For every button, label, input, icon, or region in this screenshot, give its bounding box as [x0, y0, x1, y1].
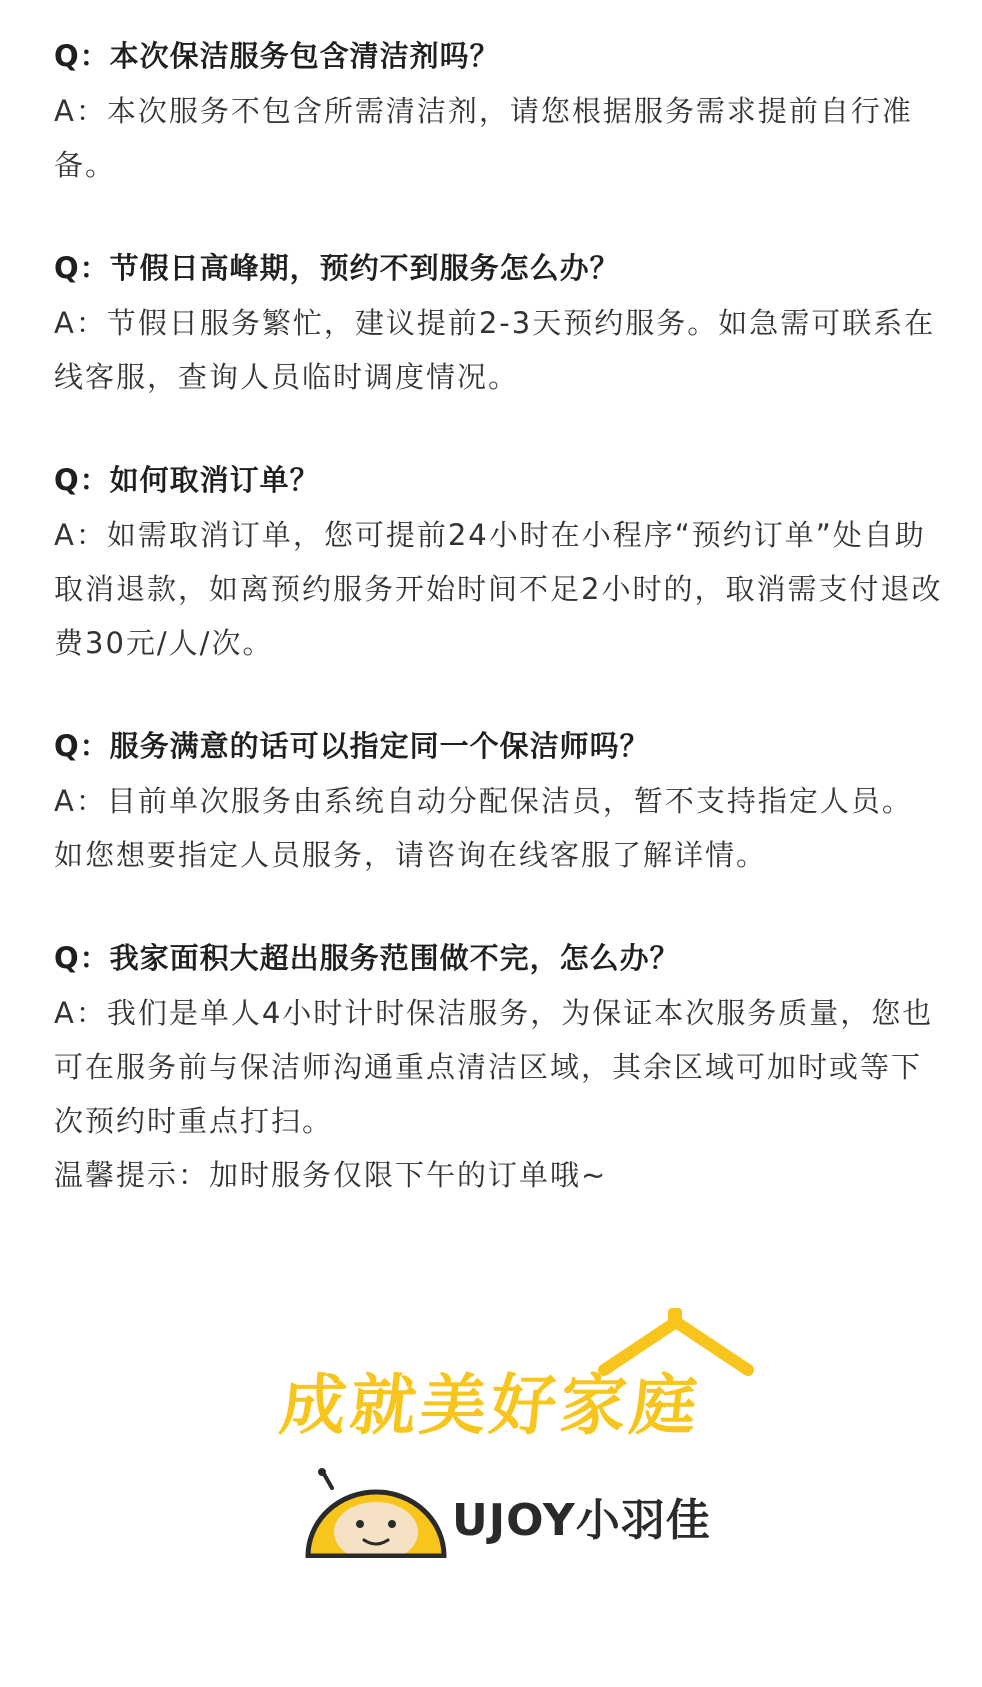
faq-answer-text: A：如需取消订单，您可提前24小时在小程序“预约订单”处自助取消退款，如离预约服务开始时间不足2小时的，取消需支付退改费30元/人/次。	[54, 518, 943, 660]
faq-question: Q：节假日高峰期，预约不到服务怎么办？	[54, 251, 620, 285]
faq-answer	[54, 296, 944, 404]
faq-answer-text: A：本次服务不包含所需清洁剂，请您根据服务需求提前自行准备。	[54, 94, 913, 182]
faq-answer-text: A：目前单次服务由系统自动分配保洁员，暂不支持指定人员。 如您想要指定人员服务，请咨询在线客服了解详情。	[54, 784, 913, 872]
brand-name: UJOY小羽佳	[452, 1495, 711, 1546]
faq-answer	[54, 774, 944, 882]
warm-tip: 温馨提示：加时服务仅限下午的订单哦~	[54, 1158, 608, 1192]
faq-answer	[54, 986, 944, 1148]
faq-question: Q：如何取消订单？	[54, 463, 320, 497]
faq-list	[54, 28, 944, 1202]
bee-mascot-icon	[302, 1468, 452, 1558]
faq-answer-text: A：节假日服务繁忙，建议提前2-3天预约服务。如急需可联系在线客服，查询人员临时调度情况。	[54, 306, 936, 394]
faq-item	[54, 240, 944, 404]
faq-question: Q：服务满意的话可以指定同一个保洁师吗？	[54, 729, 650, 763]
faq-item	[54, 930, 944, 1148]
faq-item	[54, 452, 944, 670]
faq-question: Q：本次保洁服务包含清洁剂吗？	[54, 39, 500, 73]
brand-logo	[302, 1468, 722, 1558]
slogan-text: 成就美好家庭	[276, 1367, 705, 1444]
faq-answer	[54, 508, 944, 670]
faq-answer	[54, 84, 944, 192]
faq-item	[54, 718, 944, 882]
slogan-banner	[0, 1300, 982, 1444]
faq-answer-text: A：我们是单人4小时计时保洁服务，为保证本次服务质量，您也可在服务前与保洁师沟通重点清洁区域，其余区域可加时或等下次预约时重点打扫。	[54, 996, 934, 1138]
faq-item	[54, 28, 944, 192]
faq-question: Q：我家面积大超出服务范围做不完，怎么办？	[54, 941, 680, 975]
